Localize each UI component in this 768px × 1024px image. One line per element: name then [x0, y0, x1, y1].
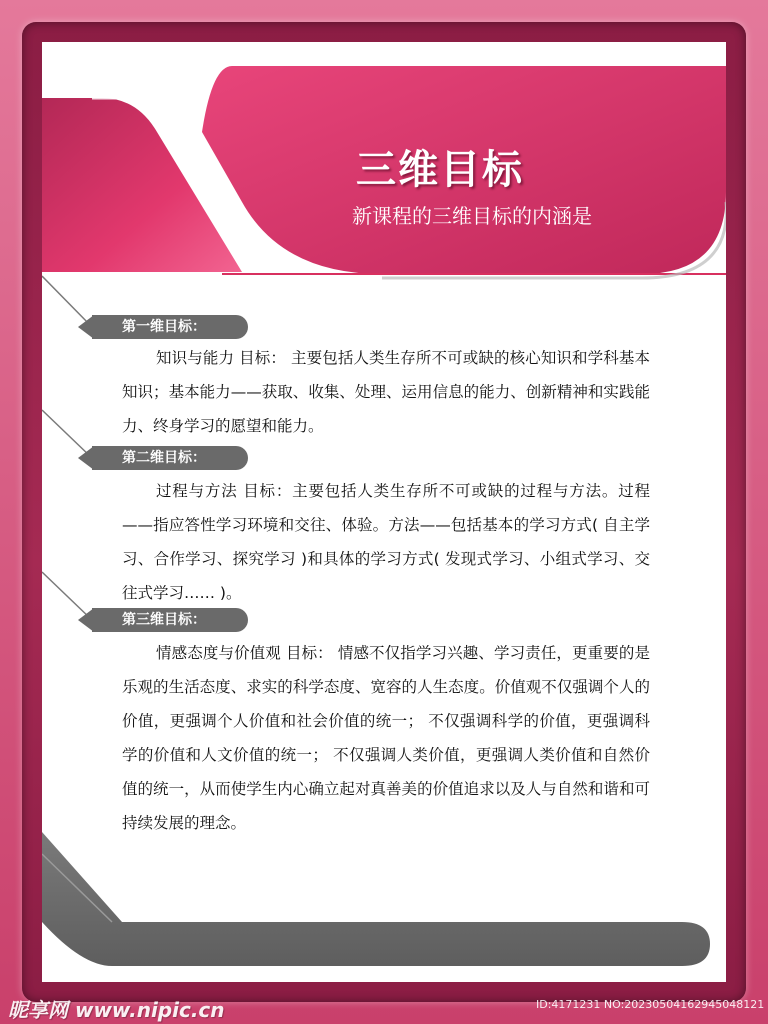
watermark-logo: 昵享网 www.nipic.cn: [8, 998, 225, 1022]
section-3-text: 情感态度与价值观 目标： 情感不仅指学习兴趣、学习责任，更重要的是乐观的生活态度、求实的科学态度、宽容的人生态度。价值观不仅强调个人的价值，更强调个人价值和社会价值的统一； 不仅强调科学的价值，更强调科学的价值和人文价值的统一； 不仅强调人类价值，更强调人类价值和自然价值的统一，从而使学生内心确立起对真善美的价值追求以及人与自然和谐和可持续发展的理念。: [122, 644, 650, 832]
section-2-text: 过程与方法 目标：主要包括人类生存所不可或缺的过程与方法。过程——指应答性学习环境和交往、体验。方法——包括基本的学习方式( 自主学习、合作学习、探究学习 )和具体的学习方式( 发现式学习、小组式学习、交往式学习…… )。: [122, 482, 650, 602]
watermark-id: ID:4171231 NO:20230504162945048121: [536, 998, 765, 1011]
page-title: 三维目标: [356, 147, 524, 193]
section-1-tab: 第一维目标：: [92, 315, 248, 339]
section-1-text: 知识与能力 目标： 主要包括人类生存所不可或缺的核心知识和学科基本知识；基本能力——获取、收集、处理、运用信息的能力、创新精神和实践能力、终身学习的愿望和能力。: [122, 349, 650, 435]
section-3-tab: 第三维目标：: [92, 608, 248, 632]
footer-gray-band: [42, 832, 710, 966]
section-2-tab: 第二维目标：: [92, 446, 248, 470]
page-subtitle: 新课程的三维目标的内涵是: [352, 204, 592, 228]
